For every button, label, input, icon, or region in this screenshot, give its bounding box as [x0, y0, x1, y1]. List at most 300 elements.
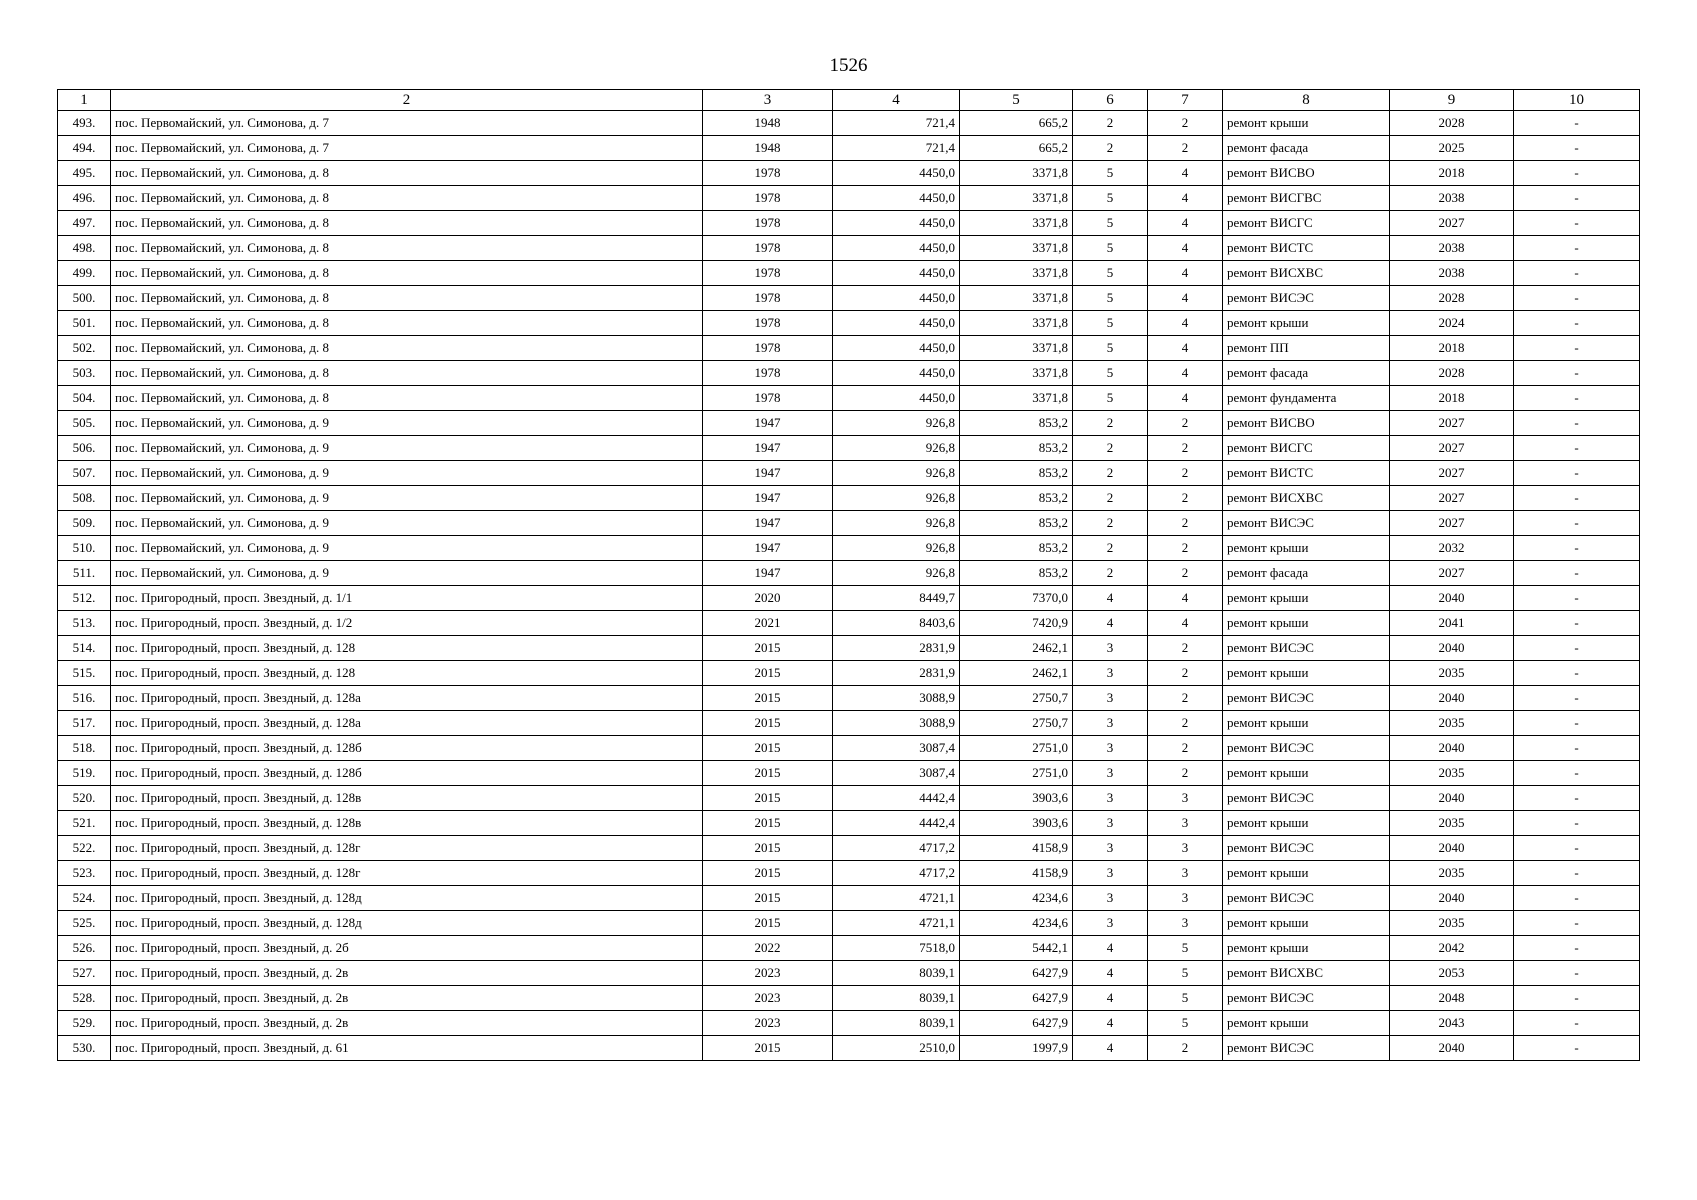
cell-note: - — [1514, 411, 1640, 436]
cell-row-number: 503. — [58, 361, 111, 386]
cell-note: - — [1514, 836, 1640, 861]
cell-total-area: 3088,9 — [833, 686, 960, 711]
cell-floors: 4 — [1073, 961, 1148, 986]
cell-address: пос. Пригородный, просп. Звездный, д. 128 — [111, 636, 703, 661]
cell-living-area: 665,2 — [960, 136, 1073, 161]
cell-entrances: 4 — [1148, 186, 1223, 211]
table-row — [58, 161, 1640, 186]
cell-floors: 3 — [1073, 911, 1148, 936]
table-row — [58, 761, 1640, 786]
table-row — [58, 1011, 1640, 1036]
cell-work-type: ремонт ВИСХВС — [1223, 961, 1390, 986]
cell-entrances: 4 — [1148, 336, 1223, 361]
cell-total-area: 4450,0 — [833, 236, 960, 261]
cell-total-area: 926,8 — [833, 511, 960, 536]
cell-year-built: 1978 — [703, 261, 833, 286]
column-header: 2 — [111, 90, 703, 111]
cell-planned-year: 2027 — [1390, 211, 1514, 236]
cell-living-area: 3371,8 — [960, 211, 1073, 236]
table-row — [58, 936, 1640, 961]
cell-floors: 5 — [1073, 386, 1148, 411]
cell-living-area: 853,2 — [960, 436, 1073, 461]
cell-address: пос. Первомайский, ул. Симонова, д. 8 — [111, 361, 703, 386]
cell-living-area: 3371,8 — [960, 186, 1073, 211]
cell-planned-year: 2040 — [1390, 836, 1514, 861]
cell-planned-year: 2038 — [1390, 236, 1514, 261]
cell-address: пос. Пригородный, просп. Звездный, д. 128а — [111, 711, 703, 736]
cell-address: пос. Первомайский, ул. Симонова, д. 7 — [111, 111, 703, 136]
cell-address: пос. Пригородный, просп. Звездный, д. 128д — [111, 911, 703, 936]
column-header: 6 — [1073, 90, 1148, 111]
cell-planned-year: 2040 — [1390, 636, 1514, 661]
cell-note: - — [1514, 761, 1640, 786]
table-row — [58, 211, 1640, 236]
cell-work-type: ремонт крыши — [1223, 911, 1390, 936]
cell-work-type: ремонт крыши — [1223, 586, 1390, 611]
cell-total-area: 721,4 — [833, 136, 960, 161]
cell-address: пос. Пригородный, просп. Звездный, д. 1/1 — [111, 586, 703, 611]
cell-address: пос. Первомайский, ул. Симонова, д. 7 — [111, 136, 703, 161]
cell-note: - — [1514, 561, 1640, 586]
cell-planned-year: 2040 — [1390, 736, 1514, 761]
cell-total-area: 8039,1 — [833, 1011, 960, 1036]
cell-total-area: 4721,1 — [833, 911, 960, 936]
cell-row-number: 505. — [58, 411, 111, 436]
cell-planned-year: 2018 — [1390, 161, 1514, 186]
cell-year-built: 2023 — [703, 986, 833, 1011]
cell-row-number: 526. — [58, 936, 111, 961]
cell-total-area: 4450,0 — [833, 311, 960, 336]
cell-note: - — [1514, 686, 1640, 711]
cell-year-built: 2021 — [703, 611, 833, 636]
cell-floors: 5 — [1073, 336, 1148, 361]
cell-work-type: ремонт крыши — [1223, 311, 1390, 336]
cell-total-area: 4450,0 — [833, 336, 960, 361]
cell-planned-year: 2035 — [1390, 661, 1514, 686]
cell-row-number: 527. — [58, 961, 111, 986]
cell-year-built: 2015 — [703, 661, 833, 686]
cell-entrances: 2 — [1148, 711, 1223, 736]
cell-note: - — [1514, 911, 1640, 936]
column-header: 1 — [58, 90, 111, 111]
cell-floors: 5 — [1073, 311, 1148, 336]
cell-entrances: 3 — [1148, 786, 1223, 811]
cell-living-area: 3371,8 — [960, 311, 1073, 336]
cell-year-built: 1947 — [703, 486, 833, 511]
cell-floors: 3 — [1073, 886, 1148, 911]
cell-year-built: 2015 — [703, 861, 833, 886]
table-row — [58, 511, 1640, 536]
column-header: 9 — [1390, 90, 1514, 111]
cell-planned-year: 2041 — [1390, 611, 1514, 636]
table-row — [58, 836, 1640, 861]
cell-year-built: 2023 — [703, 1011, 833, 1036]
cell-address: пос. Первомайский, ул. Симонова, д. 9 — [111, 486, 703, 511]
cell-living-area: 3371,8 — [960, 236, 1073, 261]
table-row — [58, 261, 1640, 286]
cell-note: - — [1514, 661, 1640, 686]
column-header: 7 — [1148, 90, 1223, 111]
cell-planned-year: 2027 — [1390, 511, 1514, 536]
cell-row-number: 521. — [58, 811, 111, 836]
cell-year-built: 2020 — [703, 586, 833, 611]
cell-row-number: 502. — [58, 336, 111, 361]
cell-planned-year: 2027 — [1390, 561, 1514, 586]
cell-note: - — [1514, 236, 1640, 261]
cell-planned-year: 2028 — [1390, 286, 1514, 311]
cell-living-area: 4158,9 — [960, 861, 1073, 886]
cell-floors: 3 — [1073, 736, 1148, 761]
cell-address: пос. Первомайский, ул. Симонова, д. 8 — [111, 311, 703, 336]
cell-address: пос. Первомайский, ул. Симонова, д. 9 — [111, 511, 703, 536]
cell-address: пос. Первомайский, ул. Симонова, д. 8 — [111, 386, 703, 411]
column-header: 5 — [960, 90, 1073, 111]
cell-work-type: ремонт ВИСЭС — [1223, 786, 1390, 811]
cell-total-area: 2831,9 — [833, 636, 960, 661]
table-row — [58, 186, 1640, 211]
cell-year-built: 1947 — [703, 511, 833, 536]
cell-entrances: 2 — [1148, 661, 1223, 686]
cell-note: - — [1514, 611, 1640, 636]
cell-entrances: 2 — [1148, 486, 1223, 511]
cell-work-type: ремонт крыши — [1223, 1011, 1390, 1036]
cell-row-number: 529. — [58, 1011, 111, 1036]
cell-living-area: 6427,9 — [960, 961, 1073, 986]
cell-planned-year: 2027 — [1390, 461, 1514, 486]
cell-floors: 2 — [1073, 461, 1148, 486]
cell-total-area: 3087,4 — [833, 761, 960, 786]
cell-address: пос. Первомайский, ул. Симонова, д. 8 — [111, 211, 703, 236]
table-row — [58, 886, 1640, 911]
cell-living-area: 853,2 — [960, 461, 1073, 486]
cell-year-built: 1978 — [703, 386, 833, 411]
cell-total-area: 721,4 — [833, 111, 960, 136]
cell-entrances: 3 — [1148, 811, 1223, 836]
cell-year-built: 2015 — [703, 761, 833, 786]
cell-year-built: 1978 — [703, 236, 833, 261]
cell-floors: 3 — [1073, 811, 1148, 836]
cell-floors: 3 — [1073, 786, 1148, 811]
cell-row-number: 510. — [58, 536, 111, 561]
table-row — [58, 361, 1640, 386]
cell-planned-year: 2035 — [1390, 811, 1514, 836]
cell-work-type: ремонт ВИСЭС — [1223, 736, 1390, 761]
cell-living-area: 3371,8 — [960, 286, 1073, 311]
cell-entrances: 4 — [1148, 611, 1223, 636]
cell-note: - — [1514, 486, 1640, 511]
cell-total-area: 2831,9 — [833, 661, 960, 686]
cell-work-type: ремонт крыши — [1223, 761, 1390, 786]
cell-work-type: ремонт ВИСГС — [1223, 211, 1390, 236]
table-row — [58, 986, 1640, 1011]
table-row — [58, 461, 1640, 486]
cell-note: - — [1514, 586, 1640, 611]
cell-living-area: 853,2 — [960, 411, 1073, 436]
cell-row-number: 518. — [58, 736, 111, 761]
cell-planned-year: 2053 — [1390, 961, 1514, 986]
cell-entrances: 3 — [1148, 836, 1223, 861]
cell-address: пос. Первомайский, ул. Симонова, д. 8 — [111, 286, 703, 311]
cell-floors: 5 — [1073, 261, 1148, 286]
cell-row-number: 525. — [58, 911, 111, 936]
cell-address: пос. Пригородный, просп. Звездный, д. 2в — [111, 1011, 703, 1036]
cell-living-area: 853,2 — [960, 536, 1073, 561]
cell-living-area: 2462,1 — [960, 636, 1073, 661]
cell-row-number: 528. — [58, 986, 111, 1011]
cell-work-type: ремонт ВИСЭС — [1223, 986, 1390, 1011]
cell-work-type: ремонт ВИСХВС — [1223, 486, 1390, 511]
cell-address: пос. Первомайский, ул. Симонова, д. 8 — [111, 186, 703, 211]
cell-note: - — [1514, 961, 1640, 986]
cell-work-type: ремонт фундамента — [1223, 386, 1390, 411]
cell-address: пос. Первомайский, ул. Симонова, д. 8 — [111, 336, 703, 361]
cell-year-built: 2015 — [703, 711, 833, 736]
cell-work-type: ремонт крыши — [1223, 611, 1390, 636]
cell-floors: 5 — [1073, 161, 1148, 186]
cell-living-area: 7420,9 — [960, 611, 1073, 636]
cell-address: пос. Пригородный, просп. Звездный, д. 128д — [111, 886, 703, 911]
cell-row-number: 509. — [58, 511, 111, 536]
cell-row-number: 506. — [58, 436, 111, 461]
cell-total-area: 4450,0 — [833, 361, 960, 386]
cell-living-area: 4234,6 — [960, 886, 1073, 911]
cell-total-area: 926,8 — [833, 486, 960, 511]
cell-total-area: 3087,4 — [833, 736, 960, 761]
cell-row-number: 501. — [58, 311, 111, 336]
cell-note: - — [1514, 1011, 1640, 1036]
cell-address: пос. Первомайский, ул. Симонова, д. 8 — [111, 161, 703, 186]
cell-floors: 4 — [1073, 986, 1148, 1011]
table-body — [58, 111, 1640, 1061]
table-row — [58, 561, 1640, 586]
table-row — [58, 611, 1640, 636]
cell-floors: 5 — [1073, 186, 1148, 211]
cell-address: пос. Пригородный, просп. Звездный, д. 128в — [111, 786, 703, 811]
table-row — [58, 636, 1640, 661]
cell-entrances: 5 — [1148, 986, 1223, 1011]
cell-address: пос. Пригородный, просп. Звездный, д. 61 — [111, 1036, 703, 1061]
cell-total-area: 4717,2 — [833, 861, 960, 886]
cell-planned-year: 2040 — [1390, 686, 1514, 711]
cell-year-built: 1978 — [703, 161, 833, 186]
cell-planned-year: 2028 — [1390, 111, 1514, 136]
cell-planned-year: 2025 — [1390, 136, 1514, 161]
cell-living-area: 3371,8 — [960, 336, 1073, 361]
table-row — [58, 536, 1640, 561]
cell-entrances: 2 — [1148, 761, 1223, 786]
cell-entrances: 2 — [1148, 536, 1223, 561]
cell-note: - — [1514, 361, 1640, 386]
cell-planned-year: 2018 — [1390, 336, 1514, 361]
cell-row-number: 524. — [58, 886, 111, 911]
cell-living-area: 3371,8 — [960, 361, 1073, 386]
cell-entrances: 4 — [1148, 386, 1223, 411]
cell-note: - — [1514, 211, 1640, 236]
cell-work-type: ремонт ВИСЭС — [1223, 836, 1390, 861]
cell-address: пос. Первомайский, ул. Симонова, д. 9 — [111, 411, 703, 436]
cell-floors: 4 — [1073, 1011, 1148, 1036]
cell-address: пос. Пригородный, просп. Звездный, д. 2в — [111, 986, 703, 1011]
cell-living-area: 853,2 — [960, 486, 1073, 511]
cell-address: пос. Пригородный, просп. Звездный, д. 128б — [111, 761, 703, 786]
cell-living-area: 3371,8 — [960, 261, 1073, 286]
cell-year-built: 2015 — [703, 636, 833, 661]
table-row — [58, 1036, 1640, 1061]
cell-note: - — [1514, 161, 1640, 186]
cell-entrances: 2 — [1148, 736, 1223, 761]
cell-row-number: 495. — [58, 161, 111, 186]
cell-address: пос. Первомайский, ул. Симонова, д. 9 — [111, 461, 703, 486]
cell-entrances: 4 — [1148, 161, 1223, 186]
cell-entrances: 2 — [1148, 636, 1223, 661]
cell-year-built: 1948 — [703, 136, 833, 161]
cell-note: - — [1514, 986, 1640, 1011]
cell-total-area: 926,8 — [833, 461, 960, 486]
cell-floors: 3 — [1073, 661, 1148, 686]
cell-floors: 4 — [1073, 1036, 1148, 1061]
cell-total-area: 4450,0 — [833, 261, 960, 286]
cell-entrances: 5 — [1148, 1011, 1223, 1036]
cell-entrances: 4 — [1148, 236, 1223, 261]
cell-floors: 4 — [1073, 586, 1148, 611]
cell-work-type: ремонт крыши — [1223, 711, 1390, 736]
cell-work-type: ремонт фасада — [1223, 361, 1390, 386]
cell-row-number: 515. — [58, 661, 111, 686]
cell-living-area: 2462,1 — [960, 661, 1073, 686]
cell-row-number: 500. — [58, 286, 111, 311]
cell-year-built: 2015 — [703, 786, 833, 811]
cell-floors: 2 — [1073, 511, 1148, 536]
cell-entrances: 2 — [1148, 1036, 1223, 1061]
cell-floors: 5 — [1073, 236, 1148, 261]
cell-work-type: ремонт ВИСЭС — [1223, 886, 1390, 911]
cell-living-area: 4158,9 — [960, 836, 1073, 861]
cell-year-built: 2015 — [703, 836, 833, 861]
cell-work-type: ремонт ВИСТС — [1223, 461, 1390, 486]
cell-row-number: 511. — [58, 561, 111, 586]
cell-entrances: 3 — [1148, 886, 1223, 911]
cell-living-area: 2750,7 — [960, 711, 1073, 736]
cell-address: пос. Пригородный, просп. Звездный, д. 128в — [111, 811, 703, 836]
cell-floors: 2 — [1073, 111, 1148, 136]
cell-year-built: 1978 — [703, 361, 833, 386]
cell-floors: 3 — [1073, 836, 1148, 861]
cell-floors: 2 — [1073, 136, 1148, 161]
cell-total-area: 2510,0 — [833, 1036, 960, 1061]
cell-entrances: 4 — [1148, 586, 1223, 611]
cell-work-type: ремонт ПП — [1223, 336, 1390, 361]
cell-note: - — [1514, 136, 1640, 161]
cell-work-type: ремонт ВИСЭС — [1223, 686, 1390, 711]
cell-row-number: 507. — [58, 461, 111, 486]
cell-row-number: 493. — [58, 111, 111, 136]
cell-address: пос. Первомайский, ул. Симонова, д. 9 — [111, 436, 703, 461]
cell-floors: 3 — [1073, 761, 1148, 786]
cell-note: - — [1514, 261, 1640, 286]
cell-planned-year: 2038 — [1390, 261, 1514, 286]
cell-row-number: 508. — [58, 486, 111, 511]
cell-row-number: 520. — [58, 786, 111, 811]
table-row — [58, 686, 1640, 711]
cell-address: пос. Первомайский, ул. Симонова, д. 9 — [111, 561, 703, 586]
cell-row-number: 513. — [58, 611, 111, 636]
cell-year-built: 2015 — [703, 686, 833, 711]
cell-year-built: 1947 — [703, 536, 833, 561]
cell-living-area: 2751,0 — [960, 761, 1073, 786]
cell-planned-year: 2042 — [1390, 936, 1514, 961]
cell-note: - — [1514, 111, 1640, 136]
cell-note: - — [1514, 511, 1640, 536]
cell-total-area: 4450,0 — [833, 161, 960, 186]
table-row — [58, 336, 1640, 361]
cell-work-type: ремонт ВИСТС — [1223, 236, 1390, 261]
cell-living-area: 3371,8 — [960, 161, 1073, 186]
cell-year-built: 1978 — [703, 336, 833, 361]
cell-floors: 2 — [1073, 436, 1148, 461]
cell-year-built: 1947 — [703, 436, 833, 461]
cell-living-area: 853,2 — [960, 511, 1073, 536]
cell-entrances: 2 — [1148, 461, 1223, 486]
cell-total-area: 926,8 — [833, 536, 960, 561]
cell-total-area: 8039,1 — [833, 986, 960, 1011]
cell-planned-year: 2035 — [1390, 861, 1514, 886]
cell-planned-year: 2038 — [1390, 186, 1514, 211]
cell-note: - — [1514, 811, 1640, 836]
cell-address: пос. Пригородный, просп. Звездный, д. 128б — [111, 736, 703, 761]
cell-total-area: 926,8 — [833, 436, 960, 461]
cell-entrances: 2 — [1148, 686, 1223, 711]
cell-entrances: 2 — [1148, 436, 1223, 461]
cell-row-number: 523. — [58, 861, 111, 886]
cell-address: пос. Первомайский, ул. Симонова, д. 9 — [111, 536, 703, 561]
table-row — [58, 236, 1640, 261]
cell-planned-year: 2048 — [1390, 986, 1514, 1011]
cell-living-area: 7370,0 — [960, 586, 1073, 611]
cell-total-area: 926,8 — [833, 411, 960, 436]
cell-entrances: 4 — [1148, 286, 1223, 311]
cell-entrances: 5 — [1148, 961, 1223, 986]
header-row — [58, 90, 1640, 111]
cell-planned-year: 2035 — [1390, 711, 1514, 736]
cell-row-number: 514. — [58, 636, 111, 661]
cell-note: - — [1514, 186, 1640, 211]
cell-planned-year: 2040 — [1390, 786, 1514, 811]
cell-living-area: 5442,1 — [960, 936, 1073, 961]
cell-floors: 4 — [1073, 611, 1148, 636]
cell-living-area: 3903,6 — [960, 786, 1073, 811]
cell-work-type: ремонт крыши — [1223, 536, 1390, 561]
cell-entrances: 4 — [1148, 261, 1223, 286]
cell-row-number: 494. — [58, 136, 111, 161]
cell-floors: 5 — [1073, 361, 1148, 386]
cell-address: пос. Пригородный, просп. Звездный, д. 128г — [111, 861, 703, 886]
cell-note: - — [1514, 436, 1640, 461]
cell-work-type: ремонт фасада — [1223, 136, 1390, 161]
cell-year-built: 1978 — [703, 286, 833, 311]
cell-year-built: 1947 — [703, 411, 833, 436]
column-header: 8 — [1223, 90, 1390, 111]
cell-work-type: ремонт фасада — [1223, 561, 1390, 586]
cell-work-type: ремонт крыши — [1223, 111, 1390, 136]
table-row — [58, 586, 1640, 611]
cell-work-type: ремонт ВИСВО — [1223, 411, 1390, 436]
table-row — [58, 786, 1640, 811]
cell-planned-year: 2032 — [1390, 536, 1514, 561]
cell-work-type: ремонт ВИСЭС — [1223, 286, 1390, 311]
cell-total-area: 8449,7 — [833, 586, 960, 611]
cell-total-area: 926,8 — [833, 561, 960, 586]
cell-floors: 2 — [1073, 561, 1148, 586]
